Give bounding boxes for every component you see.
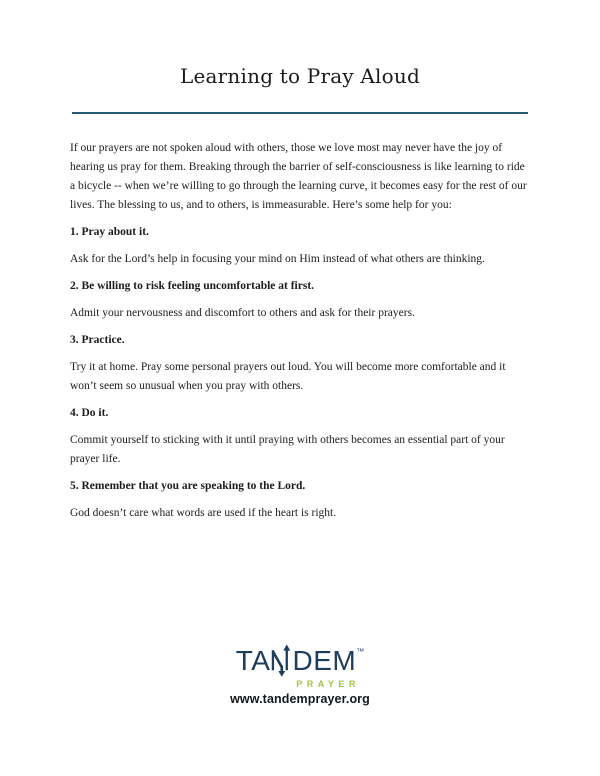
tandem-n-arrows-icon (271, 644, 291, 678)
section-2-body: Admit your nervousness and discomfort to others and ask for their prayers. (70, 307, 415, 319)
title-divider (72, 112, 528, 114)
document-body (70, 139, 530, 523)
section-2-heading: 2. Be willing to risk feeling uncomfortable at first. (70, 280, 315, 292)
page-title: Learning to Pray Aloud (180, 64, 420, 88)
website-url: www.tandemprayer.org (230, 692, 370, 706)
tandem-logo (230, 638, 370, 706)
section-4-body: Commit yourself to sticking with it until praying with others becomes an essential part of your prayer life. (70, 434, 505, 465)
section-3-body: Try it at home. Pray some personal prayers out loud. You will become more comfortable and it won’t seem so unusual when you pray with others. (70, 361, 506, 392)
wordmark-part1: TA (235, 645, 271, 676)
footer (0, 638, 600, 708)
section-3-heading: 3. Practice. (70, 334, 125, 346)
section-1-body: Ask for the Lord’s help in focusing your mind on Him instead of what others are thinking. (70, 253, 485, 265)
intro-paragraph: If our prayers are not spoken aloud with others, those we love most may never have the joy of hearing us pray for them. Breaking through the barrier of self-consciousness is like learning to ride a bicycle -- when we’re willing to go through the learning curve, it becomes easy for the rest of our lives. The blessing to us, and to others, is immeasurable. Here’s some help for you: (70, 142, 527, 211)
trademark-symbol: ™ (356, 647, 365, 656)
section-5-body: God doesn’t care what words are used if the heart is right. (70, 507, 337, 519)
section-5-heading: 5. Remember that you are speaking to the Lord. (70, 480, 306, 492)
section-1-heading: 1. Pray about it. (70, 226, 149, 238)
section-4-heading: 4. Do it. (70, 407, 109, 419)
wordmark-part2: DEM (292, 645, 357, 676)
tandem-wordmark (236, 638, 364, 678)
prayer-subtext: PRAYER (296, 679, 360, 689)
